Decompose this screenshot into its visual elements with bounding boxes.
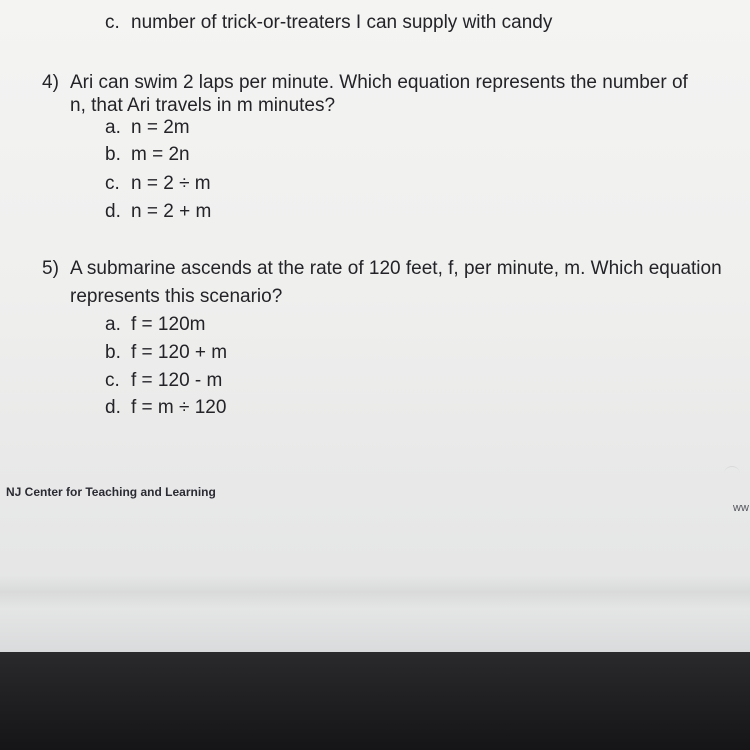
footer-right-fragment: ww bbox=[733, 502, 749, 514]
question-5-choice-a bbox=[105, 314, 205, 336]
choice-letter: c. bbox=[105, 12, 120, 33]
choice-letter: a. bbox=[105, 117, 121, 138]
choice-letter: d. bbox=[105, 397, 121, 418]
question-5-choice-d bbox=[105, 397, 226, 419]
question-text: Ari can swim 2 laps per minute. Which equation represents the number of bbox=[70, 72, 688, 93]
choice-text: f = 120 - m bbox=[131, 370, 223, 391]
question-number: 4) bbox=[42, 72, 59, 93]
paper-fold-shadow bbox=[0, 575, 750, 609]
choice-text: n = 2m bbox=[131, 117, 190, 138]
dark-desk-background bbox=[0, 652, 750, 750]
question-4-stem-line-1 bbox=[42, 72, 688, 94]
choice-text: m = 2n bbox=[131, 144, 190, 165]
question-text: A submarine ascends at the rate of 120 feet, f, per minute, m. Which equation bbox=[70, 258, 722, 279]
choice-text: f = m ÷ 120 bbox=[131, 397, 227, 418]
question-4-choice-d bbox=[105, 201, 211, 223]
faint-page-mark bbox=[724, 466, 740, 479]
choice-text: f = 120 + m bbox=[131, 342, 228, 363]
question-5-stem-line-1 bbox=[42, 258, 722, 280]
question-4-stem-line-2: n, that Ari travels in m minutes? bbox=[70, 95, 336, 116]
prev-choice-c bbox=[105, 12, 552, 34]
footer-organization: NJ Center for Teaching and Learning bbox=[6, 485, 216, 499]
question-5-choice-b bbox=[105, 342, 227, 364]
question-5-stem-line-2: represents this scenario? bbox=[70, 286, 283, 307]
question-number: 5) bbox=[42, 258, 59, 279]
choice-letter: b. bbox=[105, 342, 121, 363]
paper-bottom-edge bbox=[0, 609, 750, 652]
choice-letter: a. bbox=[105, 314, 121, 335]
question-4-choice-a bbox=[105, 117, 190, 139]
choice-letter: c. bbox=[105, 370, 120, 391]
question-4-choice-b bbox=[105, 144, 190, 166]
choice-letter: d. bbox=[105, 201, 121, 222]
choice-text: n = 2 ÷ m bbox=[131, 173, 211, 194]
choice-text: number of trick-or-treaters I can supply with candy bbox=[131, 12, 553, 33]
question-5-choice-c bbox=[105, 370, 222, 392]
choice-letter: b. bbox=[105, 144, 121, 165]
question-4-choice-c bbox=[105, 173, 211, 195]
choice-text: n = 2 + m bbox=[131, 201, 212, 222]
choice-letter: c. bbox=[105, 173, 120, 194]
choice-text: f = 120m bbox=[131, 314, 206, 335]
